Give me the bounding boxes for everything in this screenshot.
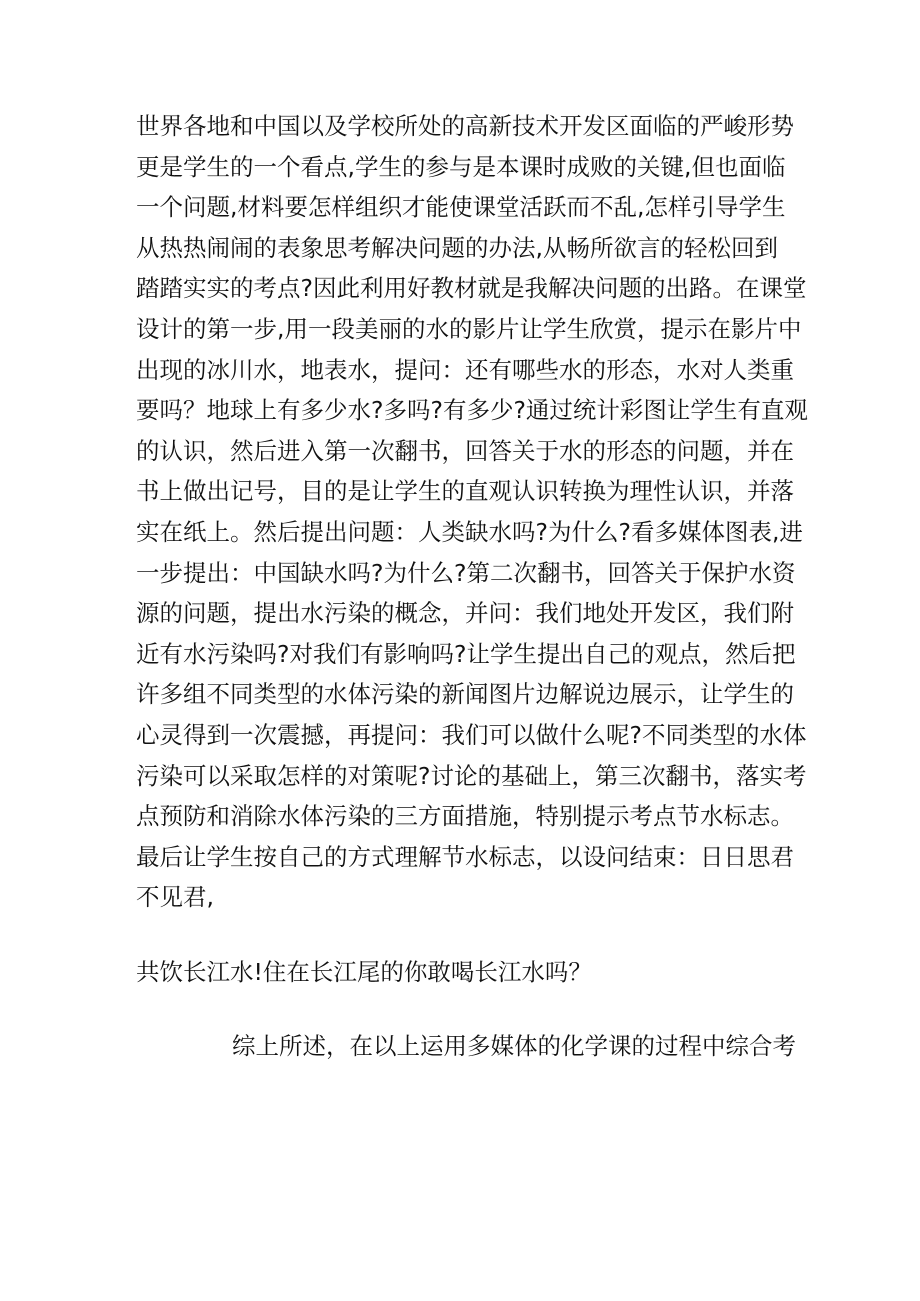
paragraph-spacer (136, 918, 796, 952)
text-line: 许多组不同类型的水体污染的新闻图片边解说边展示，让学生的 (136, 680, 794, 709)
text-line: 从热热闹闹的表象思考解决问题的办法,从畅所欲言的轻松回到 (136, 233, 778, 262)
text-line: 源的问题，提出水污染的概念，并问：我们地处开发区，我们附 (136, 599, 794, 628)
body-text (136, 106, 808, 1067)
text-line: 不见君, (136, 883, 214, 912)
text-line: 更是学生的一个看点,学生的参与是本课时成败的关键,但也面临 (136, 152, 786, 181)
summary-line: 综上所述，在以上运用多媒体的化学课的过程中综合考 (232, 1032, 796, 1061)
text-line: 近有水污染吗?对我们有影响吗?让学生提出自己的观点，然后把 (136, 639, 796, 668)
quote-line: 共饮长江水!住在长江尾的你敢喝长江水吗？ (136, 957, 592, 986)
text-line: 一个问题,材料要怎样组织才能使课堂活跃而不乱,怎样引导学生 (136, 193, 786, 222)
paragraph-main (136, 106, 808, 918)
text-line: 的认识，然后进入第一次翻书，回答关于水的形态的问题，并在 (136, 436, 794, 465)
text-line: 最后让学生按自己的方式理解节水标志，以设问结束：日日思君 (136, 842, 794, 871)
text-line: 污染可以采取怎样的对策呢?讨论的基础上，第三次翻书，落实考 (136, 761, 807, 790)
text-line: 实在纸上。然后提出问题：人类缺水吗?为什么?看多媒体图表,进 (136, 517, 803, 546)
text-line: 心灵得到一次震撼，再提问：我们可以做什么呢?不同类型的水体 (136, 720, 807, 749)
text-line: 要吗？地球上有多少水?多吗?有多少?通过统计彩图让学生有直观 (136, 396, 808, 425)
text-line: 踏踏实实的考点?因此利用好教材就是我解决问题的出路。在课堂 (136, 274, 807, 303)
text-line: 一步提出：中国缺水吗?为什么?第二次翻书，回答关于保护水资 (136, 558, 796, 587)
text-line: 世界各地和中国以及学校所处的高新技术开发区面临的严峻形势 (136, 112, 794, 140)
text-line: 设计的第一步,用一段美丽的水的影片让学生欣赏，提示在影片中 (136, 314, 802, 343)
text-line: 点预防和消除水体污染的三方面措施，特别提示考点节水标志。 (136, 802, 794, 831)
text-line: 出现的冰川水，地表水，提问：还有哪些水的形态，水对人类重 (136, 355, 794, 384)
text-line: 书上做出记号，目的是让学生的直观认识转换为理性认识，并落 (136, 477, 794, 506)
paragraph-spacer (136, 992, 796, 1026)
